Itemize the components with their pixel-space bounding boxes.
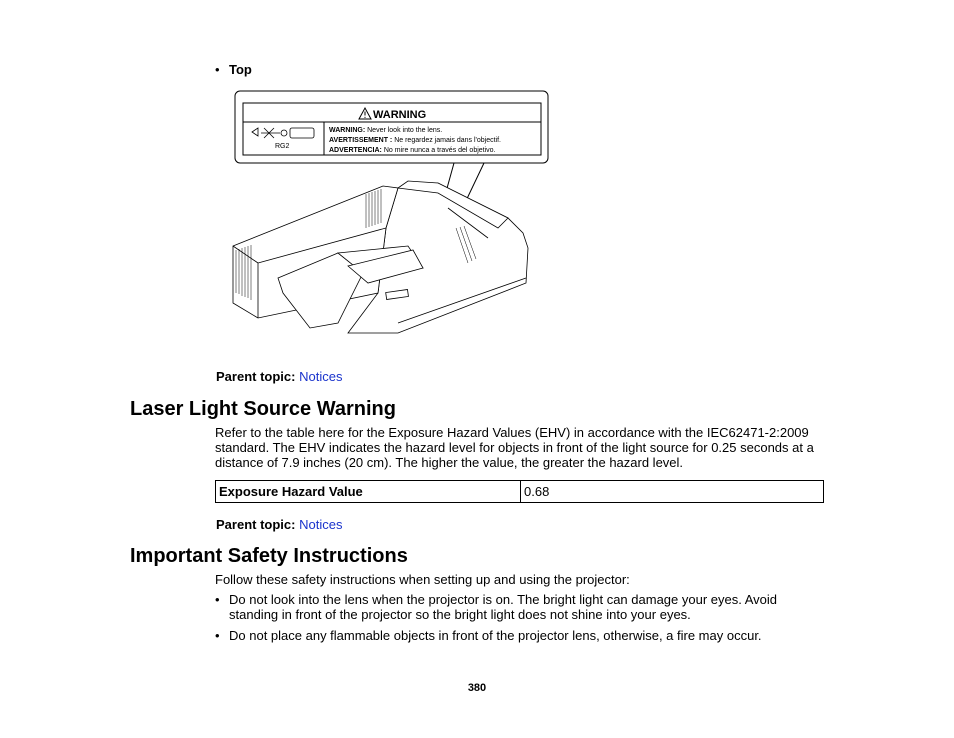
ehv-table <box>215 480 824 503</box>
ehv-value-cell: 0.68 <box>521 481 824 503</box>
label-line-2: AVERTISSEMENT : Ne regardez jamais dans l'objectif. <box>329 137 501 144</box>
parent-topic-2 <box>216 517 342 532</box>
projector-drawing <box>233 181 528 333</box>
notices-link[interactable]: Notices <box>299 369 343 384</box>
safety-intro: Follow these safety instructions when setting up and using the projector: <box>215 572 630 587</box>
top-bullet <box>215 62 252 77</box>
item-line: Do not place any flammable objects in front of the projector lens, otherwise, a fire may occur. <box>229 628 762 643</box>
table-row <box>216 481 824 503</box>
label-line-3: ADVERTENCIA: No mire nunca a través del objetivo. <box>329 147 496 154</box>
rg-class: RG2 <box>275 143 290 150</box>
list-item <box>215 628 815 643</box>
list-item <box>215 592 815 622</box>
item-line: Do not look into the lens when the projector is on. The bright light can damage your eyes. Avoid <box>229 592 778 607</box>
bullet-glyph: • <box>215 592 220 607</box>
heading-important-safety-instructions: Important Safety Instructions <box>130 545 408 567</box>
parent-topic-label: Parent topic: <box>216 369 296 384</box>
laser-intro-paragraph <box>215 425 825 470</box>
bullet-glyph: • <box>215 62 220 77</box>
intro-line: Refer to the table here for the Exposure Hazard Values (EHV) in accordance with the IEC62471-2:2009 <box>215 425 809 440</box>
notices-link[interactable]: Notices <box>299 517 343 532</box>
intro-line: distance of 7.9 inches (20 cm). The higher the value, the greater the hazard level. <box>215 455 684 470</box>
bullet-glyph: • <box>215 628 220 643</box>
parent-topic-label: Parent topic: <box>216 517 296 532</box>
safety-list <box>215 592 815 649</box>
item-line: standing in front of the projector so the bright light does not shine into your eyes. <box>229 607 691 622</box>
parent-topic-1 <box>216 369 342 384</box>
top-label: Top <box>229 62 252 77</box>
intro-line: standard. The EHV indicates the hazard level for objects in front of the light source for 0.25 seconds at a <box>215 440 814 455</box>
projector-label-illustration <box>228 88 558 338</box>
label-title: WARNING <box>373 109 427 121</box>
ehv-key-cell: Exposure Hazard Value <box>216 481 521 503</box>
heading-laser-light-source-warning: Laser Light Source Warning <box>130 398 396 420</box>
label-line-1: WARNING: Never look into the lens. <box>329 127 443 134</box>
page-number: 380 <box>467 682 487 694</box>
